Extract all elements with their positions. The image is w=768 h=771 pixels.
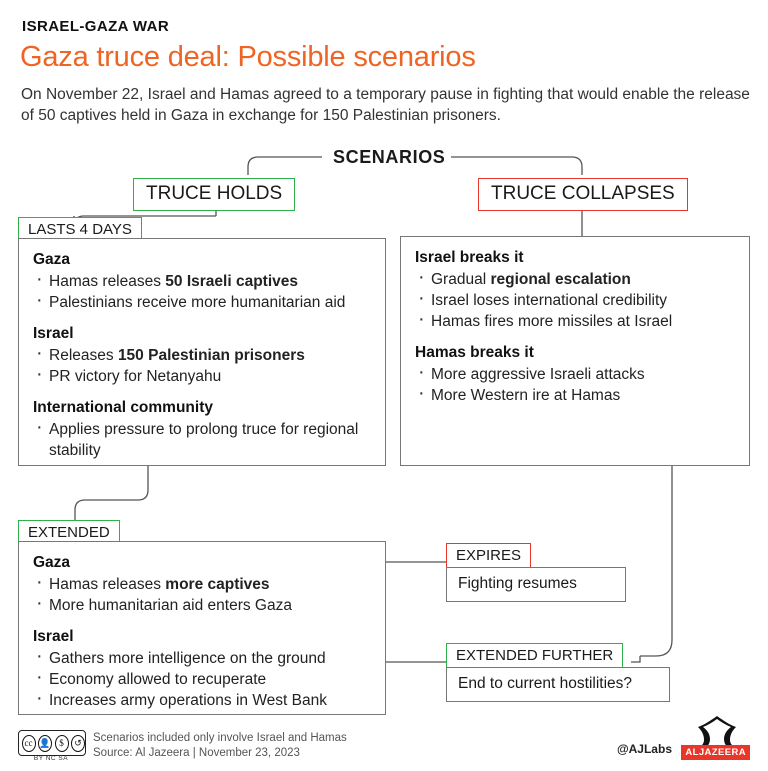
- label-extended-further: EXTENDED FURTHER: [446, 643, 623, 669]
- label-expires: EXPIRES: [446, 543, 531, 569]
- list-item: · Hamas releases more captives: [33, 574, 371, 595]
- cc-label: BY NC SA: [33, 755, 69, 762]
- list-item: · Releases 150 Palestinian prisoners: [33, 345, 371, 366]
- box-lasts-group1-title: Gaza: [33, 251, 71, 268]
- box-collapses-group2-list: [415, 364, 735, 406]
- list-item: · PR victory for Netanyahu: [33, 366, 371, 387]
- standfirst: On November 22, Israel and Hamas agreed to a temporary pause in fighting that would enable the release of 50 captives held in Gaza in exchange for 150 Palestinian prisoners.: [21, 86, 750, 124]
- list-item: · More aggressive Israeli attacks: [415, 364, 735, 385]
- list-item: · Increases army operations in West Bank: [33, 690, 371, 711]
- box-lasts-group1-list: [33, 271, 371, 313]
- box-collapses-group2-title: Hamas breaks it: [415, 344, 534, 361]
- box-lasts-group2-title: Israel: [33, 325, 74, 342]
- list-item: · Applies pressure to prolong truce for regional stability: [33, 419, 371, 461]
- box-truce-holds-lasts: [18, 238, 386, 466]
- box-extended-group2-list: [33, 648, 371, 711]
- kicker: ISRAEL-GAZA WAR: [22, 18, 170, 35]
- list-item: · More humanitarian aid enters Gaza: [33, 595, 371, 616]
- list-item: · Israel loses international credibility: [415, 290, 735, 311]
- creative-commons-badge: [18, 730, 84, 762]
- page-title: Gaza truce deal: Possible scenarios: [20, 41, 476, 73]
- box-collapses-group1-title: Israel breaks it: [415, 249, 524, 266]
- ajlabs-handle: @AJLabs: [616, 742, 672, 756]
- list-item: · Economy allowed to recuperate: [33, 669, 371, 690]
- cc-sa-icon: ↺: [71, 735, 85, 752]
- cc-icon: cc: [22, 735, 36, 752]
- al-jazeera-wordmark: ALJAZEERA: [681, 745, 750, 760]
- footer-notes: [93, 731, 347, 761]
- box-extended-group1-title: Gaza: [33, 554, 71, 571]
- diagram-root-label: SCENARIOS: [327, 147, 451, 168]
- footer-note-line2: Source: Al Jazeera | November 23, 2023: [93, 747, 300, 759]
- box-collapses-group1-list: [415, 269, 735, 332]
- list-item: · More Western ire at Hamas: [415, 385, 735, 406]
- box-lasts-group2-list: [33, 345, 371, 387]
- cc-nc-icon: $: [55, 735, 69, 752]
- box-extended-group1-list: [33, 574, 371, 616]
- box-lasts-group3-title: International community: [33, 399, 213, 416]
- box-expires-outcome: Fighting resumes: [446, 567, 626, 602]
- label-extended: EXTENDED: [18, 520, 120, 546]
- list-item: · Gathers more intelligence on the ground: [33, 648, 371, 669]
- box-truce-collapses: [400, 236, 750, 466]
- list-item: · Gradual regional escalation: [415, 269, 735, 290]
- label-lasts-4-days: LASTS 4 DAYS: [18, 217, 142, 243]
- box-extended: [18, 541, 386, 715]
- branch-truce-holds: TRUCE HOLDS: [133, 178, 295, 211]
- list-item: · Palestinians receive more humanitarian aid: [33, 292, 371, 313]
- box-extended-group2-title: Israel: [33, 628, 74, 645]
- cc-by-icon: 👤: [38, 735, 52, 752]
- footer-note-line1: Scenarios included only involve Israel and Hamas: [93, 732, 347, 744]
- box-lasts-group3-list: [33, 419, 371, 461]
- box-extended-further-outcome: End to current hostilities?: [446, 667, 670, 702]
- branch-truce-collapses: TRUCE COLLAPSES: [478, 178, 688, 211]
- list-item: · Hamas fires more missiles at Israel: [415, 311, 735, 332]
- list-item: · Hamas releases 50 Israeli captives: [33, 271, 371, 292]
